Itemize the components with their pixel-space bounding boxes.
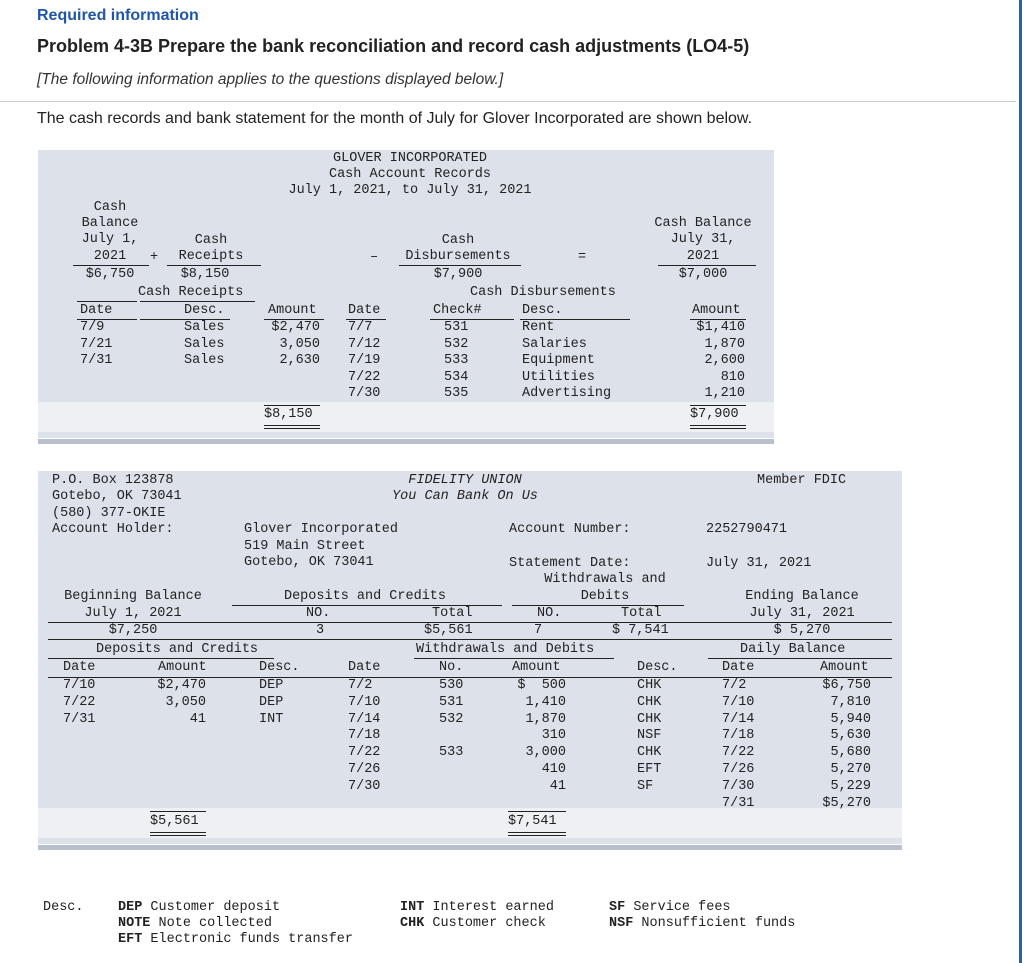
ending-balance-label-2: July 31, 2021 — [749, 606, 855, 621]
bank-address-line-3: (580) 377-OKIE — [52, 506, 166, 521]
holder-city: Gotebo, OK 73041 — [244, 555, 374, 570]
wd-date-header: Date — [348, 660, 381, 675]
equals-sign: = — [578, 250, 587, 265]
begin-balance-label-2: Balance — [81, 216, 139, 231]
withdrawal-date: 7/18 — [348, 728, 381, 744]
receipts-underline — [167, 265, 261, 266]
withdrawals-total: $7,541 — [508, 814, 557, 829]
receipts-label-2: Receipts — [178, 249, 244, 264]
company-name: GLOVER INCORPORATED — [333, 151, 487, 166]
daily-balance-amount: 5,229 — [830, 778, 871, 794]
withdrawal-date: 7/22 — [348, 745, 381, 761]
section-line — [414, 658, 614, 659]
dc-desc-header: Desc. — [259, 660, 300, 675]
beginning-balance-value: $7,250 — [108, 623, 158, 638]
disb-amount-header: Amount — [692, 303, 741, 318]
wd-no-header: No. — [439, 660, 464, 675]
intro-text: The cash records and bank statement for the month of July for Glover Incorporated are shown below. — [37, 110, 753, 127]
dc-date-header: Date — [63, 660, 96, 675]
header-line — [77, 301, 137, 302]
disb-date-header: Date — [348, 303, 381, 318]
receipts-total-double-underline — [264, 425, 320, 429]
receipt-amount: 2,630 — [279, 353, 320, 369]
receipt-amount: 3,050 — [279, 336, 320, 352]
legend-text: Service fees — [633, 900, 731, 915]
dc-no: 3 — [316, 623, 325, 638]
header-line — [140, 301, 255, 302]
beginning-balance-label-1: Beginning Balance — [64, 589, 202, 604]
disb-total-line — [690, 405, 746, 406]
statement-date: July 31, 2021 — [706, 556, 812, 571]
daily-balance-amount: 5,630 — [830, 728, 871, 744]
legend-int — [400, 900, 554, 915]
section-line — [48, 658, 274, 659]
disbursement-desc: Equipment — [522, 353, 595, 369]
disbursement-date: 7/22 — [348, 369, 381, 385]
legend-code: CHK — [400, 916, 425, 931]
disbursement-amount: 2,600 — [704, 353, 745, 369]
legend-text: Note collected — [158, 916, 272, 931]
begin-balance-label-1: Cash — [93, 200, 127, 215]
daily-balance-amount: 7,810 — [830, 694, 871, 710]
account-number: 2252790471 — [706, 522, 788, 537]
disbursement-date: 7/19 — [348, 353, 381, 369]
cash-disb-title: Cash Disbursements — [470, 285, 616, 300]
disbursement-date: 7/7 — [348, 320, 373, 335]
legend-code: EFT — [118, 932, 143, 947]
disbursement-date: 7/30 — [348, 386, 381, 402]
withdrawal-desc: EFT — [637, 762, 662, 777]
legend-code: DEP — [118, 900, 143, 915]
wd-total: $ 7,541 — [612, 623, 669, 638]
wd-summary-label-2: Debits — [580, 589, 630, 604]
withdrawal-amount: 410 — [541, 762, 566, 777]
daily-balance-date: 7/31 — [722, 795, 755, 811]
legend-code: NOTE — [118, 916, 151, 931]
deposit-amount: $2,470 — [157, 678, 206, 693]
legend-label: Desc. — [43, 900, 84, 915]
member-fdic: Member FDIC — [757, 473, 847, 488]
disb-underline — [399, 265, 521, 266]
legend-code: NSF — [609, 916, 634, 931]
receipt-date: 7/9 — [80, 320, 105, 335]
cash-receipts-title: Cash Receipts — [138, 285, 244, 300]
deposit-date: 7/22 — [63, 694, 96, 710]
disb-value: $7,900 — [433, 267, 483, 282]
db-date-header: Date — [722, 660, 755, 675]
disbursement-amount: 810 — [720, 369, 745, 385]
holder-name: Glover Incorporated — [244, 522, 398, 537]
daily-balance-amount: $6,750 — [822, 678, 871, 693]
legend-note — [118, 916, 272, 931]
withdrawal-desc: SF — [637, 778, 654, 794]
wd-total-label: Total — [621, 606, 662, 621]
begin-balance-label-4: 2021 — [93, 249, 127, 264]
beginning-balance-label-2: July 1, 2021 — [84, 606, 182, 621]
account-number-label: Account Number: — [509, 522, 631, 537]
problem-title: Problem 4-3B Prepare the bank reconciliation and record cash adjustments (LO4-5) — [37, 36, 750, 56]
daily-balance-date: 7/14 — [722, 711, 755, 727]
wd-section-title: Withdrawals and Debits — [416, 642, 595, 657]
end-balance-value: $7,000 — [678, 267, 728, 282]
withdrawal-date: 7/14 — [348, 711, 381, 727]
deposit-date: 7/10 — [63, 678, 96, 693]
statement-date-label: Statement Date: — [509, 556, 631, 571]
right-edge-rule — [1019, 0, 1022, 963]
wd-desc-header: Desc. — [637, 660, 678, 675]
withdrawal-date: 7/26 — [348, 762, 381, 777]
legend-text: Electronic funds transfer — [150, 932, 353, 947]
disb-label-2: Disbursements — [405, 249, 511, 264]
header-line — [430, 319, 514, 320]
deposit-amount: 3,050 — [165, 694, 206, 710]
bank-panel-bottom-bar — [38, 845, 902, 850]
bank-tagline: You Can Bank On Us — [392, 489, 538, 504]
legend-code: INT — [400, 900, 425, 915]
receipts-label-1: Cash — [194, 233, 228, 248]
withdrawal-date: 7/30 — [348, 778, 381, 794]
end-balance-label-2: July 31, — [670, 232, 736, 247]
records-period: July 1, 2021, to July 31, 2021 — [288, 183, 532, 198]
dep-total-double-underline — [150, 832, 206, 836]
legend-eft — [118, 932, 353, 947]
withdrawal-amount: 1,870 — [525, 711, 566, 727]
legend-text: Interest earned — [432, 900, 554, 915]
legend-nsf — [609, 916, 795, 931]
summary-line — [48, 639, 892, 640]
withdrawal-date: 7/10 — [348, 694, 381, 710]
disb-desc-header: Desc. — [522, 303, 563, 318]
withdrawal-amount: $ 500 — [517, 678, 566, 693]
withdrawal-no: 533 — [439, 745, 464, 761]
disbursement-check: 531 — [444, 320, 469, 335]
withdrawal-amount: 41 — [549, 778, 566, 794]
receipts-total-line — [264, 405, 320, 406]
withdrawal-no: 531 — [439, 694, 464, 710]
info-note: [The following information applies to the questions displayed below.] — [37, 71, 504, 88]
bank-address-line-1: P.O. Box 123878 — [52, 473, 174, 488]
section-line — [708, 658, 892, 659]
plus-sign: + — [150, 250, 159, 265]
daily-balance-date: 7/26 — [722, 762, 755, 777]
wd-total-line — [508, 811, 566, 812]
withdrawal-date: 7/2 — [348, 678, 373, 693]
required-heading: Required information — [37, 7, 199, 24]
daily-balance-amount: 5,940 — [830, 711, 871, 727]
divider — [0, 101, 1016, 102]
bank-address-line-2: Gotebo, OK 73041 — [52, 489, 182, 504]
wd-no: 7 — [534, 623, 543, 638]
disb-check-header: Check# — [433, 303, 482, 318]
disb-label-1: Cash — [441, 233, 475, 248]
daily-balance-amount: 5,680 — [830, 745, 871, 761]
legend-text: Customer check — [432, 916, 546, 931]
disbursement-amount: 1,210 — [704, 386, 745, 402]
db-section-title: Daily Balance — [740, 642, 846, 657]
begin-balance-underline — [73, 265, 149, 266]
dep-total-line — [150, 811, 206, 812]
deposit-desc: DEP — [259, 678, 284, 693]
end-balance-label-1: Cash Balance — [654, 216, 752, 231]
receipts-value: $8,150 — [180, 267, 230, 282]
withdrawal-no: 532 — [439, 711, 464, 727]
disbursement-desc: Advertising — [522, 386, 612, 402]
deposits-total: $5,561 — [150, 814, 199, 829]
legend-chk — [400, 916, 546, 931]
records-title: Cash Account Records — [328, 167, 492, 182]
withdrawal-no: 530 — [439, 678, 464, 693]
receipts-amount-header: Amount — [268, 303, 317, 318]
holder-street: 519 Main Street — [244, 539, 366, 554]
receipt-amount: $2,470 — [271, 320, 320, 335]
legend-dep — [118, 900, 280, 915]
wd-summary-label-1: Withdrawals and — [544, 572, 666, 587]
daily-balance-date: 7/10 — [722, 694, 755, 710]
dc-total: $5,561 — [424, 623, 473, 638]
bank-name: FIDELITY UNION — [408, 473, 522, 488]
receipts-total: $8,150 — [264, 407, 313, 422]
dc-summary-label: Deposits and Credits — [283, 589, 447, 604]
withdrawal-desc: NSF — [637, 728, 662, 744]
receipt-date: 7/31 — [80, 353, 113, 369]
disbursement-check: 532 — [444, 336, 469, 352]
disb-total: $7,900 — [690, 407, 739, 422]
disbursement-check: 534 — [444, 369, 469, 385]
dc-total-label: Total — [432, 606, 473, 621]
receipts-date-header: Date — [80, 303, 113, 318]
withdrawal-amount: 3,000 — [525, 745, 566, 761]
withdrawal-desc: CHK — [637, 678, 662, 693]
receipts-desc-header: Desc. — [184, 303, 225, 318]
begin-balance-value: $6,750 — [85, 267, 135, 282]
withdrawal-amount: 310 — [541, 728, 566, 744]
disbursement-check: 535 — [444, 386, 469, 402]
disbursement-amount: 1,870 — [704, 336, 745, 352]
legend-text: Nonsufficient funds — [641, 916, 796, 931]
dc-amount-header: Amount — [158, 660, 207, 675]
summary-line — [48, 622, 892, 623]
account-holder-label: Account Holder: — [52, 522, 174, 537]
ending-balance-label-1: Ending Balance — [745, 589, 859, 604]
receipt-date: 7/21 — [80, 336, 113, 352]
end-balance-label-3: 2021 — [686, 249, 720, 264]
wd-amount-header: Amount — [512, 660, 561, 675]
daily-balance-amount: $5,270 — [822, 795, 871, 811]
begin-balance-label-3: July 1, — [81, 232, 139, 247]
cash-panel-bottom-bar — [38, 439, 774, 444]
receipt-desc: Sales — [184, 353, 225, 369]
legend-code: SF — [609, 900, 626, 915]
wd-no-label: NO. — [537, 606, 562, 621]
daily-balance-date: 7/2 — [722, 678, 747, 693]
dc-no-label: NO. — [306, 606, 331, 621]
daily-balance-date: 7/30 — [722, 778, 755, 794]
daily-balance-date: 7/22 — [722, 745, 755, 761]
withdrawal-desc: CHK — [637, 711, 662, 727]
legend-text: Customer deposit — [150, 900, 281, 915]
disbursement-desc: Salaries — [522, 336, 587, 352]
daily-balance-date: 7/18 — [722, 728, 755, 744]
disbursement-desc: Utilities — [522, 369, 595, 385]
disbursement-desc: Rent — [522, 320, 555, 335]
end-balance-underline — [658, 265, 756, 266]
withdrawal-desc: CHK — [637, 694, 662, 710]
deposit-date: 7/31 — [63, 711, 96, 727]
dc-section-title: Deposits and Credits — [96, 642, 259, 657]
withdrawal-desc: CHK — [637, 745, 662, 761]
disbursement-date: 7/12 — [348, 336, 381, 352]
disbursement-check: 533 — [444, 353, 469, 369]
deposit-desc: INT — [259, 711, 284, 727]
receipt-desc: Sales — [184, 336, 225, 352]
deposit-amount: 41 — [189, 711, 206, 727]
cash-total-row — [38, 402, 774, 432]
receipt-desc: Sales — [184, 320, 225, 335]
disb-total-double-underline — [690, 425, 746, 429]
ending-balance-value: $ 5,270 — [773, 623, 831, 638]
daily-balance-amount: 5,270 — [830, 762, 871, 777]
withdrawal-amount: 1,410 — [525, 694, 566, 710]
db-amount-header: Amount — [820, 660, 869, 675]
minus-sign: – — [370, 250, 379, 265]
wd-total-double-underline — [508, 832, 566, 836]
legend-sf — [609, 900, 731, 915]
deposit-desc: DEP — [259, 694, 284, 710]
disbursement-amount: $1,410 — [696, 320, 745, 335]
